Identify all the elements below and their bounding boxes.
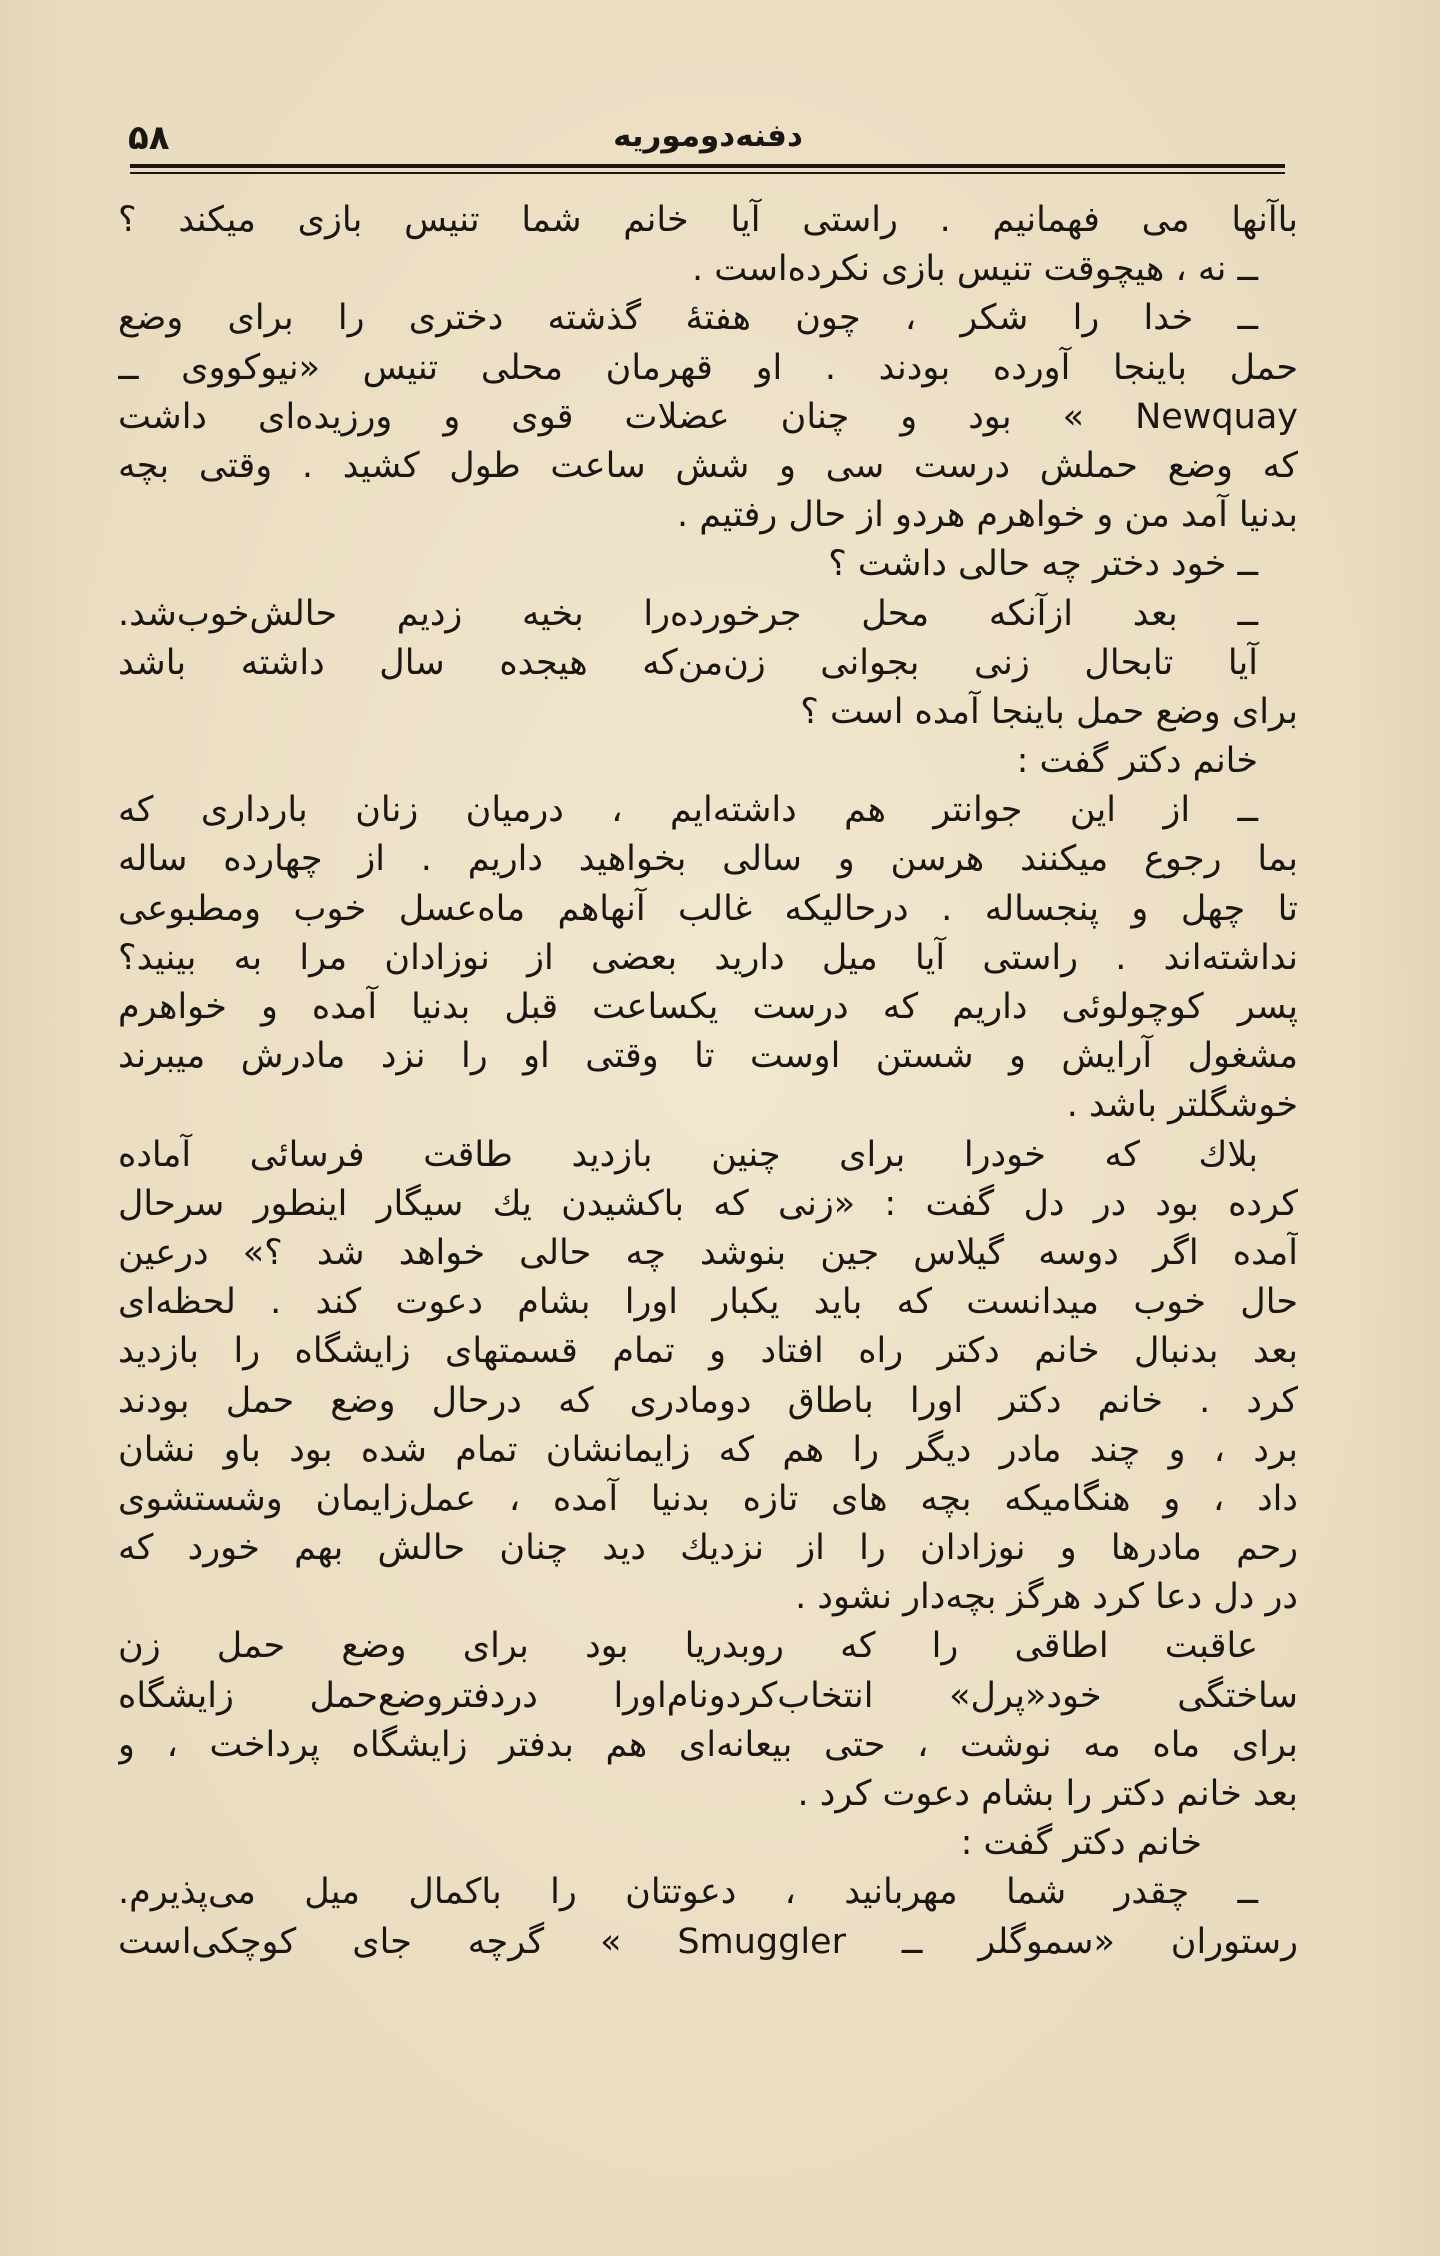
text-line: ــ از این جوانتر هم داشته‌ایم ، درمیان زنان بارداری که: [118, 790, 1258, 831]
text-line: باآنها می فهمانیم . راستی آیا خانم شما تنیس بازی میکند ؟: [118, 200, 1298, 240]
text-line: بما رجوع میکنند هرسن و سالی بخواهید داریم . از چهارده ساله: [118, 839, 1298, 880]
text-line: ــ خود دختر چه حالی داشت ؟: [828, 544, 1258, 585]
text-line: در دل دعا کرد هرگز بچه‌دار نشود .: [795, 1577, 1298, 1618]
text-line: ــ خدا را شکر ، چون هفتهٔ گذشته دختری را برای وضع: [118, 298, 1258, 339]
body-text: [118, 196, 1298, 1967]
page-header: [128, 112, 1288, 172]
page-number: ۵۸: [128, 118, 170, 158]
text-line: حال خوب میدانست که باید یکبار اورا بشام دعوت کند . لحظه‌ای: [118, 1282, 1298, 1323]
text-line: Newquay » بود و چنان عضلات قوی و ورزیده‌ای داشت: [118, 396, 1298, 437]
text-line: برای ماه مه نوشت ، حتی بیعانه‌ای هم بدفتر زایشگاه پرداخت ، و: [118, 1724, 1298, 1765]
text-line: خانم دکتر گفت :: [1016, 741, 1258, 782]
text-line: بعد خانم دکتر را بشام دعوت کرد .: [797, 1774, 1298, 1814]
header-rule-thin: [130, 172, 1285, 174]
text-line: نداشته‌اند . راستی آیا میل دارید بعضی از نوزادان مرا به بینید؟: [118, 937, 1298, 978]
text-line: عاقبت اطاقی را که روبدریا بود برای وضع حمل زن: [118, 1626, 1258, 1667]
text-line: کرد . خانم دکتر اورا باطاق دومادری که درحال وضع حمل بودند: [118, 1380, 1298, 1421]
text-line: ساختگی خود«پرل» انتخاب‌کردونام‌اورا دردفتروضع‌حمل زایشگاه: [118, 1675, 1298, 1716]
header-rule: [130, 164, 1285, 168]
text-line: آمده اگر دوسه گیلاس جین بنوشد چه حالی خواهد شد ؟» درعین: [118, 1232, 1298, 1273]
text-line: برای وضع حمل باینجا آمده است ؟: [800, 691, 1298, 732]
text-line: بعد بدنبال خانم دکتر راه افتاد و تمام قسمتهای زایشگاه را بازدید: [118, 1331, 1298, 1372]
text-line: بدنیا آمد من و خواهرم هردو از حال رفتیم .: [676, 495, 1298, 536]
text-line: رستوران «سموگلر ــ Smuggler » گرچه جای کوچکی‌است: [118, 1921, 1298, 1962]
text-line: پسر کوچولوئی داریم که درست یکساعت قبل بدنیا آمده و خواهرم: [118, 987, 1298, 1027]
text-line: خوشگلتر باشد .: [1066, 1085, 1298, 1126]
running-title: دفنه‌دوموریه: [613, 118, 803, 154]
text-line: ــ چقدر شما مهربانید ، دعوتتان را باکمال میل می‌پذیرم.: [118, 1872, 1258, 1913]
text-line: رحم مادرها و نوزادان را از نزدیك دید چنان حالش بهم خورد که: [118, 1528, 1298, 1569]
text-line: مشغول آرایش و شستن اوست تا وقتی او را نزد مادرش میبرند: [118, 1036, 1298, 1077]
text-line: بلاك که خودرا برای چنین بازدید طاقت فرسائی آماده: [118, 1134, 1258, 1175]
text-line: تا چهل و پنجساله . درحالیکه غالب آنهاهم ماه‌عسل خوب ومطبوعی: [118, 888, 1298, 929]
text-line: برد ، و چند مادر دیگر را هم که زایمانشان تمام شده بود باو نشان: [118, 1429, 1298, 1470]
text-line: خانم دکتر گفت :: [960, 1823, 1202, 1864]
text-line: ــ بعد ازآنکه محل جرخورده‌را بخیه زدیم حالش‌خوب‌شد.: [118, 593, 1258, 634]
text-line: حمل باینجا آورده بودند . او قهرمان محلی تنیس «نیوکووی ــ: [118, 347, 1298, 388]
text-line: که وضع حملش درست سی و شش ساعت طول کشید . وقتی بچه: [118, 445, 1298, 486]
text-line: کرده بود در دل گفت : «زنی که باکشیدن یك سیگار اینطور سرحال: [118, 1183, 1298, 1224]
text-line: داد ، و هنگامیکه بچه های تازه بدنیا آمده ، عمل‌زایمان وشستشوی: [118, 1478, 1298, 1519]
text-line: ــ نه ، هیچوقت تنیس بازی نکرده‌است .: [691, 249, 1258, 290]
text-line: آیا تابحال زنی بجوانی زن‌من‌که هیجده سال داشته باشد: [118, 642, 1258, 683]
